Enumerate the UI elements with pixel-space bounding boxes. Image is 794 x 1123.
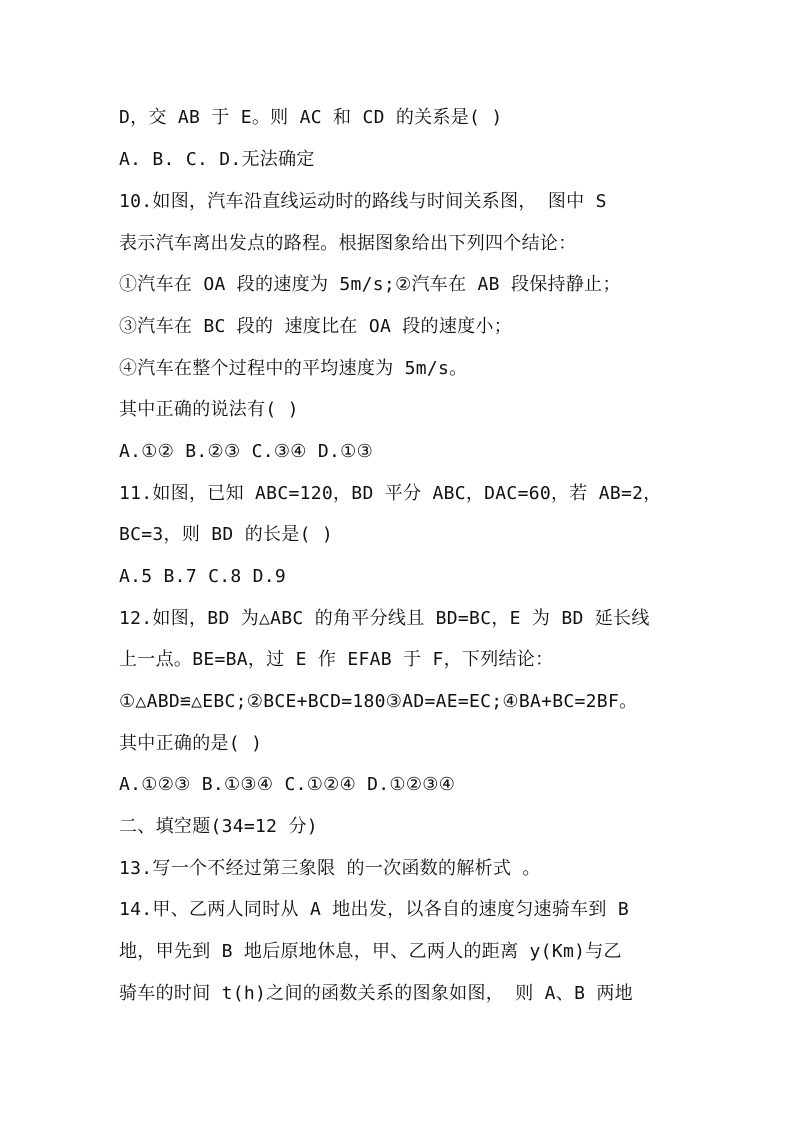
text-line-q12-stem-1: 12.如图，BD 为△ABC 的角平分线且 BD=BC，E 为 BD 延长线: [119, 608, 650, 629]
text-line-q13: 13.写一个不经过第三象限 的一次函数的解析式 。: [119, 858, 541, 879]
text-line-q11-options: A.5 B.7 C.8 D.9: [119, 566, 287, 587]
text-line-q10-statement-1-2: ①汽车在 OA 段的速度为 5m/s;②汽车在 AB 段保持静止；: [119, 274, 621, 295]
text-line-q11-stem-1: 11.如图，已知 ABC=120，BD 平分 ABC，DAC=60，若 AB=2，: [119, 483, 662, 504]
text-line-q14-stem-3: 骑车的时间 t(h)之间的函数关系的图象如图， 则 A、B 两地: [119, 983, 633, 1004]
text-line-q14-stem-1: 14.甲、乙两人同时从 A 地出发，以各自的速度匀速骑车到 B: [119, 899, 629, 920]
text-line-q11-stem-2: BC=3，则 BD 的长是( ): [119, 524, 334, 545]
text-line-q12-statements: ①△ABD≌△EBC;②BCE+BCD=180③AD=AE=EC;④BA+BC=2BF。: [119, 691, 638, 712]
text-line-q9-end: D，交 AB 于 E。则 AC 和 CD 的关系是( ): [119, 107, 503, 128]
text-line-q12-stem-2: 上一点。BE=BA，过 E 作 EFAB 于 F，下列结论：: [119, 649, 554, 670]
text-line-q10-options: A.①② B.②③ C.③④ D.①③: [119, 441, 373, 462]
text-line-q10-statement-4: ④汽车在整个过程中的平均速度为 5m/s。: [119, 358, 468, 379]
text-line-q12-options: A.①②③ B.①③④ C.①②④ D.①②③④: [119, 774, 456, 795]
text-line-q9-options: A. B. C. D.无法确定: [119, 149, 315, 170]
section-heading-fill-in: 二、填空题(34=12 分): [119, 816, 318, 837]
text-line-q10-stem-2: 表示汽车离出发点的路程。根据图象给出下列四个结论：: [119, 233, 577, 254]
text-line-q12-prompt: 其中正确的是( ): [119, 733, 263, 754]
text-line-q10-prompt: 其中正确的说法有( ): [119, 399, 299, 420]
text-line-q14-stem-2: 地，甲先到 B 地后原地休息，甲、乙两人的距离 y(Km)与乙: [119, 941, 622, 962]
text-line-q10-statement-3: ③汽车在 BC 段的 速度比在 OA 段的速度小；: [119, 316, 513, 337]
text-line-q10-stem-1: 10.如图，汽车沿直线运动时的路线与时间关系图， 图中 S: [119, 191, 607, 212]
